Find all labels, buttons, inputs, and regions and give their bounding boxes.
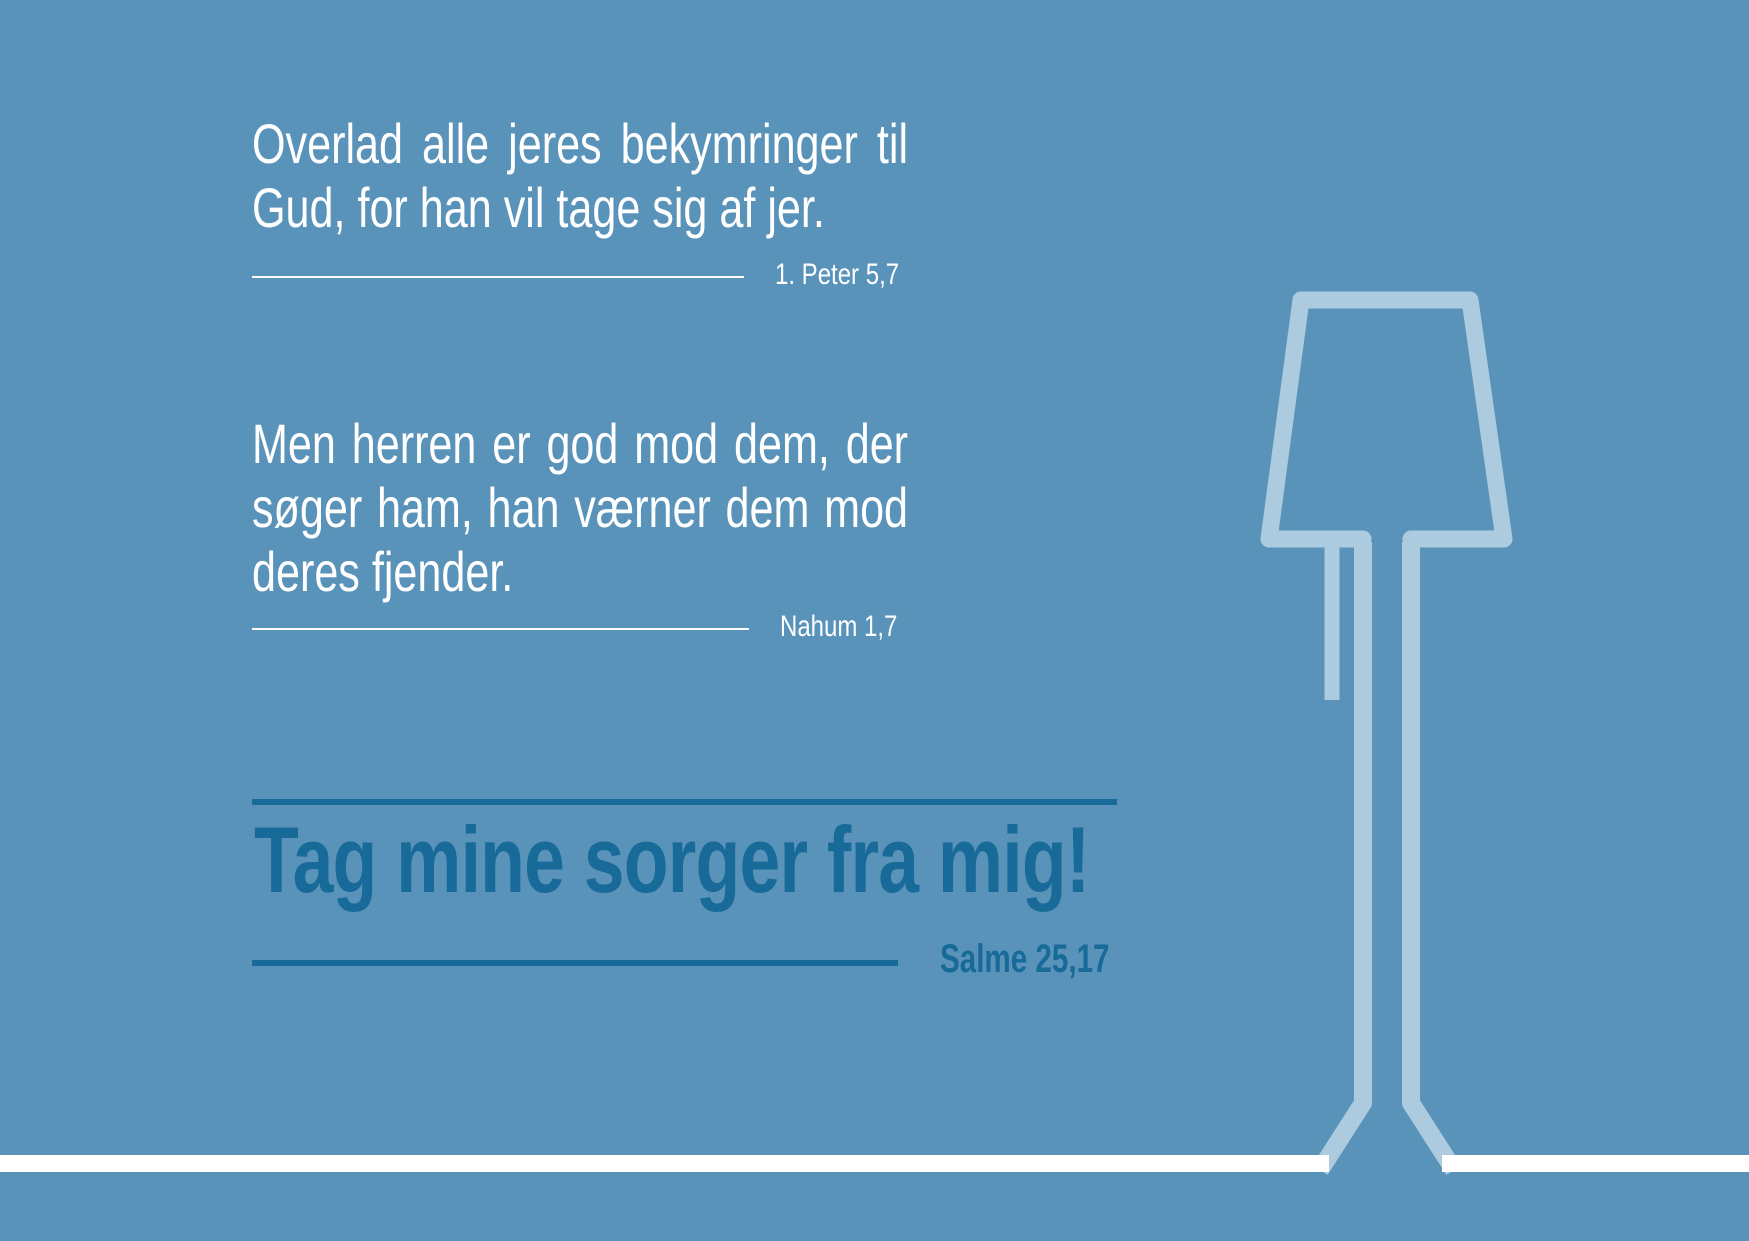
floor-line-left (0, 1155, 1329, 1172)
quote-1-citation: 1. Peter 5,7 (775, 258, 900, 291)
quote-1-line-1: Overlad alle jeres bekymringer til (252, 112, 909, 175)
lamp-pole-right-edge (1411, 542, 1454, 1170)
quote-2-line-1: Men herren er god mod dem, der (252, 412, 909, 475)
lampshade-outline (1269, 300, 1504, 539)
headline-text: Tag mine sorger fra mig! (254, 807, 1090, 912)
quote-1-line-2: Gud, for han vil tage sig af jer. (252, 176, 825, 239)
floor-line-right (1442, 1155, 1749, 1172)
quote-2-line-3: deres fjender. (252, 540, 514, 603)
quote-2-citation: Nahum 1,7 (780, 610, 898, 643)
headline-citation: Salme 25,17 (940, 937, 1110, 981)
quote-2-line-2: søger ham, han værner dem mod (252, 476, 909, 539)
